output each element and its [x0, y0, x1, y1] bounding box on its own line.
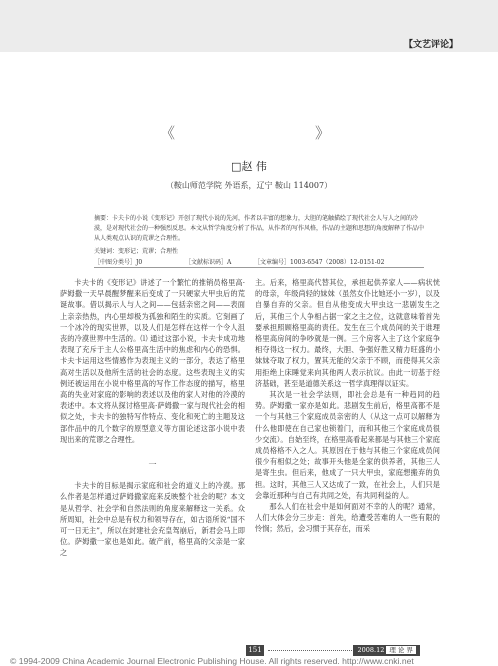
body-paragraph: 主。后来，格里高代替其位，承担起供养家人——病状恍的母亲，年级尚轻的妹妹（虽然女仆比她还小一岁），以及自暴自弃的父亲。但自从他变成大甲虫这一悲剧发生之后，其他三个人争相占据一家之主之位，这就意味着首先要承担照顾格里高的责任。发生在三个成员间的关于谁理格里高房间的争吵就是一例。三个房客入主了这个家庭争相夺得这一权力。最终，大胆、争强好胜又精力旺盛的小妹妹夺取了权力，置其无能的父亲于不顾，而使得其父亲用拒绝上床睡觉来向其他两人表示抗议。由此一切基于经济基础，甚至是道德关系这一哲学真理得以证实。 — [255, 278, 440, 388]
body-left-column — [60, 277, 245, 559]
abstract: 摘要：卡夫卡的小说《变形记》开创了现代小说的先河，作者以丰富的想象力，大胆的笔触描绘了现代社会人与人之间的冷漠，是对现代社会的一种强烈反思。本文从哲学角度分析了作品，从作者的写作风格，作品的主题和思想的角度解释了作品中从人类观点认识的荒谬之合理性。 — [94, 215, 425, 242]
section-heading: 一 — [148, 460, 157, 470]
issue-badge — [353, 645, 420, 656]
body-paragraph: 那么人们在社会中是如何面对不幸的人的呢？通常，人们大体会分三步走：首先，给遭受苦难的人一些有限的怜悯；然后，会习惯于其存在，而采 — [255, 502, 440, 534]
author-line: □赵 伟 — [231, 160, 267, 173]
clc-number: ［中图分类号］J0 — [94, 259, 143, 266]
title-left-bracket: 《 — [160, 124, 176, 142]
article-title — [0, 122, 498, 142]
title-right-bracket: 》 — [315, 124, 331, 142]
body-paragraph: 卡夫卡的目标是揭示家庭和社会的道义上的冷漠。那么作者是怎样通过萨姆撒家庭来反映整个社会的呢？本文是从哲学、社会学和自然法则的角度来解释这一关系。众所周知，社会中总是有权力和领导存在，如古语所说“国不可一日无主”，所以在封建社会充皇驾崩后，新君会马上即位。萨姆撒一家也是如此。破产前，格里高的父亲是一家之 — [60, 481, 245, 558]
body-right-column — [255, 277, 440, 535]
issue-date: 2008.12 — [357, 646, 385, 654]
body-paragraph: 卡夫卡的《变形记》讲述了一个繁忙的推销员格里高·萨姆撒一天早晨醒梦醒来后变成了一只硬家大甲虫后的荒诞故事。借以揭示人与人之间——包括亲密之间——表面上亲亲热热，内心里却极为孤独和陌生的实质。它刻画了一个冰冷的现实世界，以及人们是怎样在这样一个令人沮丧的冷漠世界中生活的。⑴ 通过这部小说，卡夫卡成功地表现了充斥于主人公格里高生活中的焦虑和内心的恐惧。卡夫卡运用这些情感作为表现主义的一部分，表达了格里高对生活以及他所生活的社会的态度。这些表现主义的实例还被运用在小说中格里高的写作工作态度的描写，格里高的失业对家庭的影响的表述以及他的家人对他的冷漠的表述中。本文将从探讨格里高·萨姆撒一家与现代社会的相似之处，卡夫卡的独特写作特点、变化和死亡的主题及这部作品中的几个数字的原型意义等方面论述这部小说中表现出来的荒谬之合理性。 — [60, 278, 245, 444]
body-paragraph: 其次是一社会学法则，即社会总是有一种趋同的趋势。萨姆撒一家亦是如此。悲剧发生前后，格里高都不是一个与其他三个家庭成员亲密的人（从这一点可以解释为什么他即使在自己家也锁着门，而和其他三个家庭成员很少交流）。自始至终，在格里高看起来都是与其他三个家庭成员格格不入之人。其原因在于他与其他三个家庭成员间很少有相似之处；故事开头他是全家的供养者，其他三人是寄生虫。但后来，他成了一只大甲虫，家庭想搬弃的负担。这时，其他三人又达成了一致，在社会上，人们只是会靠近那种与自己有共同之处，有共同利益的人。 — [255, 390, 440, 500]
keywords: 关键词：变形记；荒谬；合理性 — [94, 248, 179, 255]
affiliation-line: （鞍山师范学院 外语系，辽宁 鞍山 114007） — [165, 181, 333, 190]
page-number: 151 — [246, 645, 264, 656]
copyright-line: © 1994-2009 China Academic Journal Electronic Publishing House. All rights reserved. http://www.cnki.net — [10, 656, 414, 666]
document-code: ［文献标识码］A — [185, 259, 232, 266]
journal-name: 理 论 界 — [386, 646, 416, 654]
section-tag: 【文艺评论】 — [403, 40, 458, 50]
article-number: ［文章编号］1003-6547（2008）12-0151-02 — [254, 259, 385, 266]
header-divider — [94, 267, 424, 268]
